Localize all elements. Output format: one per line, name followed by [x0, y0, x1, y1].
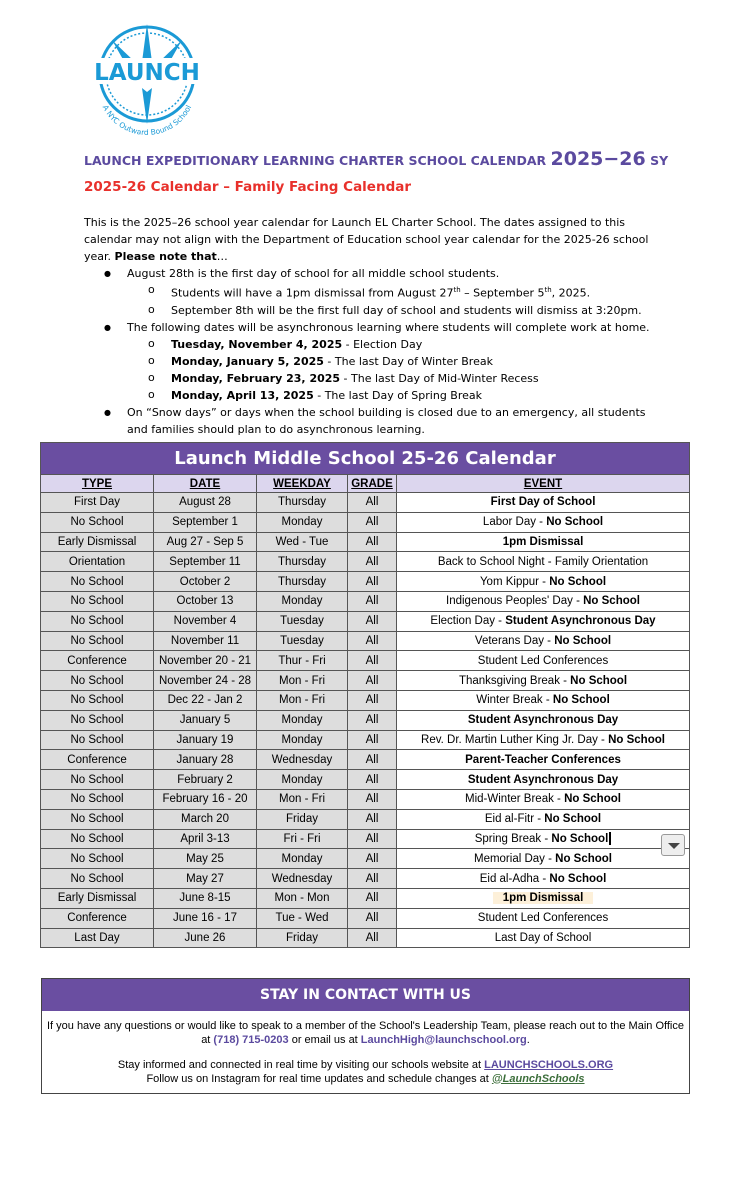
launch-logo	[84, 18, 210, 144]
col-grade: GRADE	[348, 475, 397, 493]
table-row	[41, 512, 690, 532]
cell-date: June 8-15	[154, 888, 257, 908]
table-row	[41, 671, 690, 691]
cell-date: March 20	[154, 809, 257, 829]
cell-date: November 11	[154, 631, 257, 651]
cell-grade: All	[348, 671, 397, 691]
cell-date: January 5	[154, 710, 257, 730]
bullet-first-day: ● August 28th is the first day of school for all middle school students.	[84, 265, 654, 282]
cell-event: Labor Day - No School	[397, 512, 690, 532]
title-suffix: SY	[650, 153, 669, 168]
cell-event: Eid al-Adha - No School	[397, 869, 690, 889]
cell-weekday: Mon - Fri	[257, 789, 348, 809]
cell-grade: All	[348, 829, 397, 849]
cell-weekday: Fri - Fri	[257, 829, 348, 849]
cell-weekday: Wednesday	[257, 750, 348, 770]
cell-event: 1pm Dismissal	[397, 532, 690, 552]
table-row	[41, 710, 690, 730]
dropdown-arrow-icon[interactable]	[661, 834, 685, 856]
cell-type: No School	[41, 611, 154, 631]
col-date: DATE	[154, 475, 257, 493]
table-row	[41, 928, 690, 948]
table-row	[41, 888, 690, 908]
cell-event: 1pm Dismissal	[397, 888, 690, 908]
cell-date: Aug 27 - Sep 5	[154, 532, 257, 552]
table-row	[41, 849, 690, 869]
cell-type: No School	[41, 572, 154, 592]
cell-weekday: Tue - Wed	[257, 908, 348, 928]
cell-type: Early Dismissal	[41, 532, 154, 552]
cell-type: Conference	[41, 651, 154, 671]
cell-grade: All	[348, 888, 397, 908]
cell-event: Spring Break - No School	[397, 829, 690, 849]
cell-date: February 2	[154, 770, 257, 790]
cell-event: Mid-Winter Break - No School	[397, 789, 690, 809]
cell-type: No School	[41, 671, 154, 691]
table-row	[41, 611, 690, 631]
cell-grade: All	[348, 730, 397, 750]
cell-weekday: Thursday	[257, 572, 348, 592]
cell-event: Eid al-Fitr - No School	[397, 809, 690, 829]
cell-grade: All	[348, 789, 397, 809]
cell-type: No School	[41, 849, 154, 869]
cell-grade: All	[348, 591, 397, 611]
cell-type: Last Day	[41, 928, 154, 948]
bullet-snow-days: ● On “Snow days” or days when the school building is closed due to an emergency, all students and families should plan to do asynchronous learning.	[84, 404, 654, 438]
table-row	[41, 651, 690, 671]
cell-weekday: Mon - Fri	[257, 671, 348, 691]
cell-event: Student Led Conferences	[397, 651, 690, 671]
cell-weekday: Mon - Mon	[257, 888, 348, 908]
cell-event: First Day of School	[397, 493, 690, 513]
calendar-body	[41, 493, 690, 948]
cell-weekday: Thursday	[257, 493, 348, 513]
cell-weekday: Wed - Tue	[257, 532, 348, 552]
intro-paragraph: This is the 2025–26 school year calendar for Launch EL Charter School. The dates assigned to this calendar may not align with the Department of Education school year calendar for the 2025-26 school year. Please note that…	[84, 216, 649, 263]
cell-type: No School	[41, 809, 154, 829]
cell-weekday: Tuesday	[257, 631, 348, 651]
table-row	[41, 552, 690, 572]
col-weekday: WEEKDAY	[257, 475, 348, 493]
website-line: Stay informed and connected in real time by visiting our schools website at LAUNCHSCHOOLS.ORG	[117, 1059, 614, 1071]
cell-event: Parent-Teacher Conferences	[397, 750, 690, 770]
intro-section	[84, 214, 654, 438]
cell-event: Last Day of School	[397, 928, 690, 948]
cell-type: No School	[41, 789, 154, 809]
cell-type: Conference	[41, 750, 154, 770]
cell-weekday: Friday	[257, 809, 348, 829]
cell-type: No School	[41, 591, 154, 611]
table-row	[41, 591, 690, 611]
cell-type: No School	[41, 829, 154, 849]
cell-type: No School	[41, 730, 154, 750]
table-row	[41, 770, 690, 790]
cell-date: February 16 - 20	[154, 789, 257, 809]
cell-date: September 1	[154, 512, 257, 532]
table-row	[41, 750, 690, 770]
cell-event: Election Day - Student Asynchronous Day	[397, 611, 690, 631]
cell-date: June 16 - 17	[154, 908, 257, 928]
cell-event: Veterans Day - No School	[397, 631, 690, 651]
sub-bullet-dismissal: o Students will have a 1pm dismissal from August 27th – September 5th, 2025.	[84, 282, 654, 302]
cell-type: No School	[41, 869, 154, 889]
cell-grade: All	[348, 770, 397, 790]
cell-grade: All	[348, 493, 397, 513]
cell-grade: All	[348, 908, 397, 928]
cell-grade: All	[348, 849, 397, 869]
cell-weekday: Mon - Fri	[257, 690, 348, 710]
cell-weekday: Tuesday	[257, 611, 348, 631]
logo-wordmark: LAUNCH	[94, 60, 200, 86]
async-item: o Monday, February 23, 2025 - The last Day of Mid-Winter Recess	[84, 370, 654, 387]
logo-tagline: A NYC Outward Bound School	[100, 103, 194, 138]
table-row	[41, 789, 690, 809]
bullet-async: ● The following dates will be asynchronous learning where students will complete work at home.	[84, 319, 654, 336]
cell-weekday: Monday	[257, 730, 348, 750]
cell-type: Early Dismissal	[41, 888, 154, 908]
cell-type: Conference	[41, 908, 154, 928]
async-list	[84, 336, 654, 404]
cell-grade: All	[348, 690, 397, 710]
cell-date: April 3-13	[154, 829, 257, 849]
title-year: 2025−26	[550, 148, 646, 170]
cell-weekday: Thur - Fri	[257, 651, 348, 671]
cell-grade: All	[348, 572, 397, 592]
cell-grade: All	[348, 750, 397, 770]
cell-weekday: Monday	[257, 770, 348, 790]
cell-event: Student Led Conferences	[397, 908, 690, 928]
cell-date: October 13	[154, 591, 257, 611]
text-cursor	[609, 832, 611, 845]
cell-event: Yom Kippur - No School	[397, 572, 690, 592]
cell-date: Dec 22 - Jan 2	[154, 690, 257, 710]
col-type: TYPE	[41, 475, 154, 493]
cell-weekday: Thursday	[257, 552, 348, 572]
cell-weekday: Monday	[257, 849, 348, 869]
cell-event: Winter Break - No School	[397, 690, 690, 710]
table-row	[41, 532, 690, 552]
cell-grade: All	[348, 869, 397, 889]
table-row	[41, 572, 690, 592]
table-row	[41, 690, 690, 710]
sub-bullet-full-day: o September 8th will be the first full day of school and students will dismiss at 3:20pm.	[84, 302, 654, 319]
col-event: EVENT	[397, 475, 690, 493]
cell-type: First Day	[41, 493, 154, 513]
contact-box	[41, 978, 690, 1094]
cell-date: October 2	[154, 572, 257, 592]
cell-grade: All	[348, 552, 397, 572]
cell-event: Thanksgiving Break - No School	[397, 671, 690, 691]
cell-weekday: Wednesday	[257, 869, 348, 889]
calendar-title: Launch Middle School 25-26 Calendar	[41, 443, 690, 475]
cell-grade: All	[348, 928, 397, 948]
cell-grade: All	[348, 710, 397, 730]
async-item: o Monday, January 5, 2025 - The last Day of Winter Break	[84, 353, 654, 370]
cell-type: Orientation	[41, 552, 154, 572]
cell-grade: All	[348, 809, 397, 829]
table-row	[41, 869, 690, 889]
email-link[interactable]: LaunchHigh@launchschool.org	[360, 1033, 527, 1046]
cell-type: No School	[41, 690, 154, 710]
cell-weekday: Monday	[257, 591, 348, 611]
async-item: o Tuesday, November 4, 2025 - Election Day	[84, 336, 654, 353]
contact-paragraph: If you have any questions or would like to speak to a member of the School's Leadership Team, please reach out to the Main Office at (718) 715-0203 or email us at LaunchHigh@launchschool.org.	[46, 1020, 684, 1046]
cell-weekday: Monday	[257, 710, 348, 730]
instagram-line: Follow us on Instagram for real time updates and schedule changes at @LaunchSchools	[146, 1072, 585, 1085]
table-row	[41, 829, 690, 849]
cell-type: No School	[41, 631, 154, 651]
cell-date: May 25	[154, 849, 257, 869]
cell-date: May 27	[154, 869, 257, 889]
table-row	[41, 908, 690, 928]
cell-event: Student Asynchronous Day	[397, 710, 690, 730]
table-row	[41, 730, 690, 750]
instagram-link[interactable]: @LaunchSchools	[491, 1072, 585, 1085]
cell-date: January 19	[154, 730, 257, 750]
cell-date: November 24 - 28	[154, 671, 257, 691]
cell-event: Memorial Day - No School	[397, 849, 690, 869]
table-row	[41, 631, 690, 651]
document-subtitle: 2025-26 Calendar – Family Facing Calendar	[84, 179, 412, 195]
cell-type: No School	[41, 710, 154, 730]
website-link[interactable]: LAUNCHSCHOOLS.ORG	[484, 1059, 614, 1071]
cell-grade: All	[348, 631, 397, 651]
cell-date: August 28	[154, 493, 257, 513]
cell-date: June 26	[154, 928, 257, 948]
calendar-table	[40, 442, 690, 948]
cell-date: November 4	[154, 611, 257, 631]
cell-grade: All	[348, 512, 397, 532]
contact-body	[42, 1011, 689, 1086]
phone-number: (718) 715-0203	[213, 1033, 289, 1046]
document-title	[84, 148, 668, 170]
cell-grade: All	[348, 651, 397, 671]
cell-event: Indigenous Peoples' Day - No School	[397, 591, 690, 611]
cell-weekday: Friday	[257, 928, 348, 948]
cell-weekday: Monday	[257, 512, 348, 532]
cell-grade: All	[348, 532, 397, 552]
title-main: LAUNCH EXPEDITIONARY LEARNING CHARTER SCHOOL CALENDAR	[84, 153, 547, 168]
contact-title: STAY IN CONTACT WITH US	[42, 979, 689, 1011]
cell-event: Rev. Dr. Martin Luther King Jr. Day - No School	[397, 730, 690, 750]
cell-date: January 28	[154, 750, 257, 770]
cell-grade: All	[348, 611, 397, 631]
cell-date: November 20 - 21	[154, 651, 257, 671]
cell-type: No School	[41, 770, 154, 790]
table-row	[41, 809, 690, 829]
table-row	[41, 493, 690, 513]
cell-event: Student Asynchronous Day	[397, 770, 690, 790]
async-item: o Monday, April 13, 2025 - The last Day of Spring Break	[84, 387, 654, 404]
cell-type: No School	[41, 512, 154, 532]
cell-event: Back to School Night - Family Orientation	[397, 552, 690, 572]
cell-date: September 11	[154, 552, 257, 572]
